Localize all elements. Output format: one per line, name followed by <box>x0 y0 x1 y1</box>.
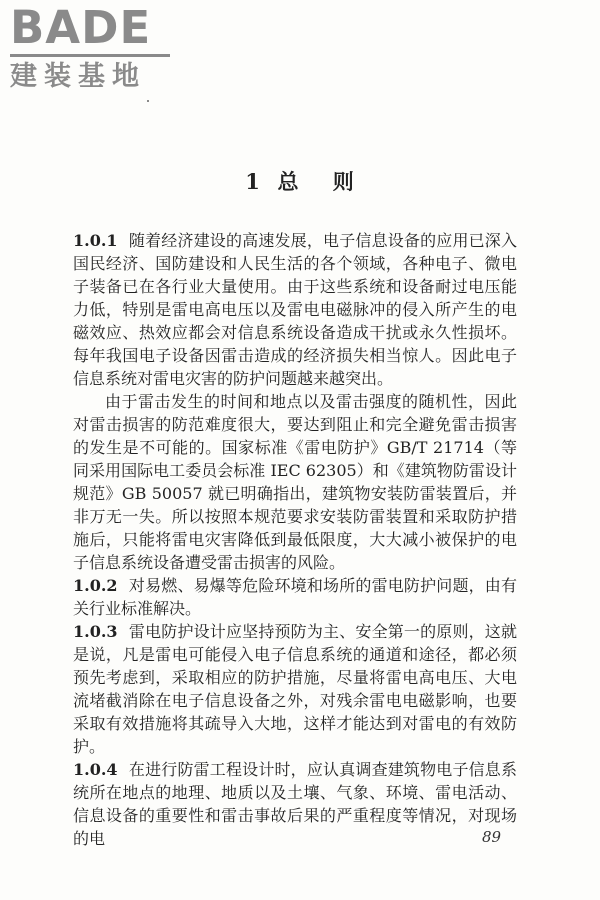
document-body <box>73 229 517 850</box>
clause-number: 1.0.4 <box>73 760 118 779</box>
page-number: 89 <box>482 828 502 846</box>
chapter-title: 1 总 则 <box>245 169 355 194</box>
clause-text: 在进行防雷工程设计时，应认真调查建筑物电子信息系统所在地点的地理、地质以及土壤、气象、环境、雷电活动、信息设备的重要性和雷击事故后果的严重程度等情况，对现场的电 <box>73 760 517 848</box>
clause-1-0-1 <box>73 229 517 390</box>
clause-number: 1.0.3 <box>73 622 118 641</box>
clause-text: 雷电防护设计应坚持预防为主、安全第一的原则，这就是说，凡是雷电可能侵入电子信息系统的通道和途径，都必须预先考虑到，采取相应的防护措施，尽量将雷电高电压、大电流堵截消除在电子信息设备之外，对残余雷电电磁影响，也要采取有效措施将其疏导入大地，这样才能达到对雷电的有效防护。 <box>73 622 517 756</box>
logo-rule <box>10 54 170 57</box>
clause-1-0-4 <box>73 758 517 850</box>
clause-number: 1.0.2 <box>73 576 118 595</box>
logo-wordmark: BADE <box>10 1 152 54</box>
speck <box>147 100 149 102</box>
bade-logo <box>10 1 190 93</box>
logo-chinese-name: 建装基地 <box>10 61 146 92</box>
clause-1-0-2 <box>73 574 517 620</box>
clause-text: 随着经济建设的高速发展，电子信息设备的应用已深入国民经济、国防建设和人民生活的各个领域，各种电子、微电子装备已在各行业大量使用。由于这些系统和设备耐过电压能力低，特别是雷电高电压以及雷电电磁脉冲的侵入所产生的电磁效应、热效应都会对信息系统设备造成干扰或永久性损坏。每年我国电子设备因雷击造成的经济损失相当惊人。因此电子信息系统对雷电灾害的防护问题越来越突出。 <box>73 231 517 388</box>
clause-1-0-3 <box>73 620 517 758</box>
clause-text: 对易燃、易爆等危险环境和场所的雷电防护问题，由有关行业标准解决。 <box>73 576 517 618</box>
clause-number: 1.0.1 <box>73 231 118 250</box>
clause-text: 由于雷击发生的时间和地点以及雷击强度的随机性，因此对雷击损害的防范难度很大，要达到阻止和完全避免雷击损害的发生是不可能的。国家标准《雷电防护》GB/T 21714（等同采用国际电工委员会标准 IEC 62305）和《建筑物防雷设计规范》GB 50057 就已明确指出，建筑物安装防雷装置后，并非万无一失。所以按照本规范要求安装防雷装置和采取防护措施后，只能将雷电灾害降低到最低限度，大大减小被保护的电子信息系统设备遭受雷击损害的风险。 <box>73 392 517 572</box>
clause-1-0-1-continuation <box>73 390 517 574</box>
